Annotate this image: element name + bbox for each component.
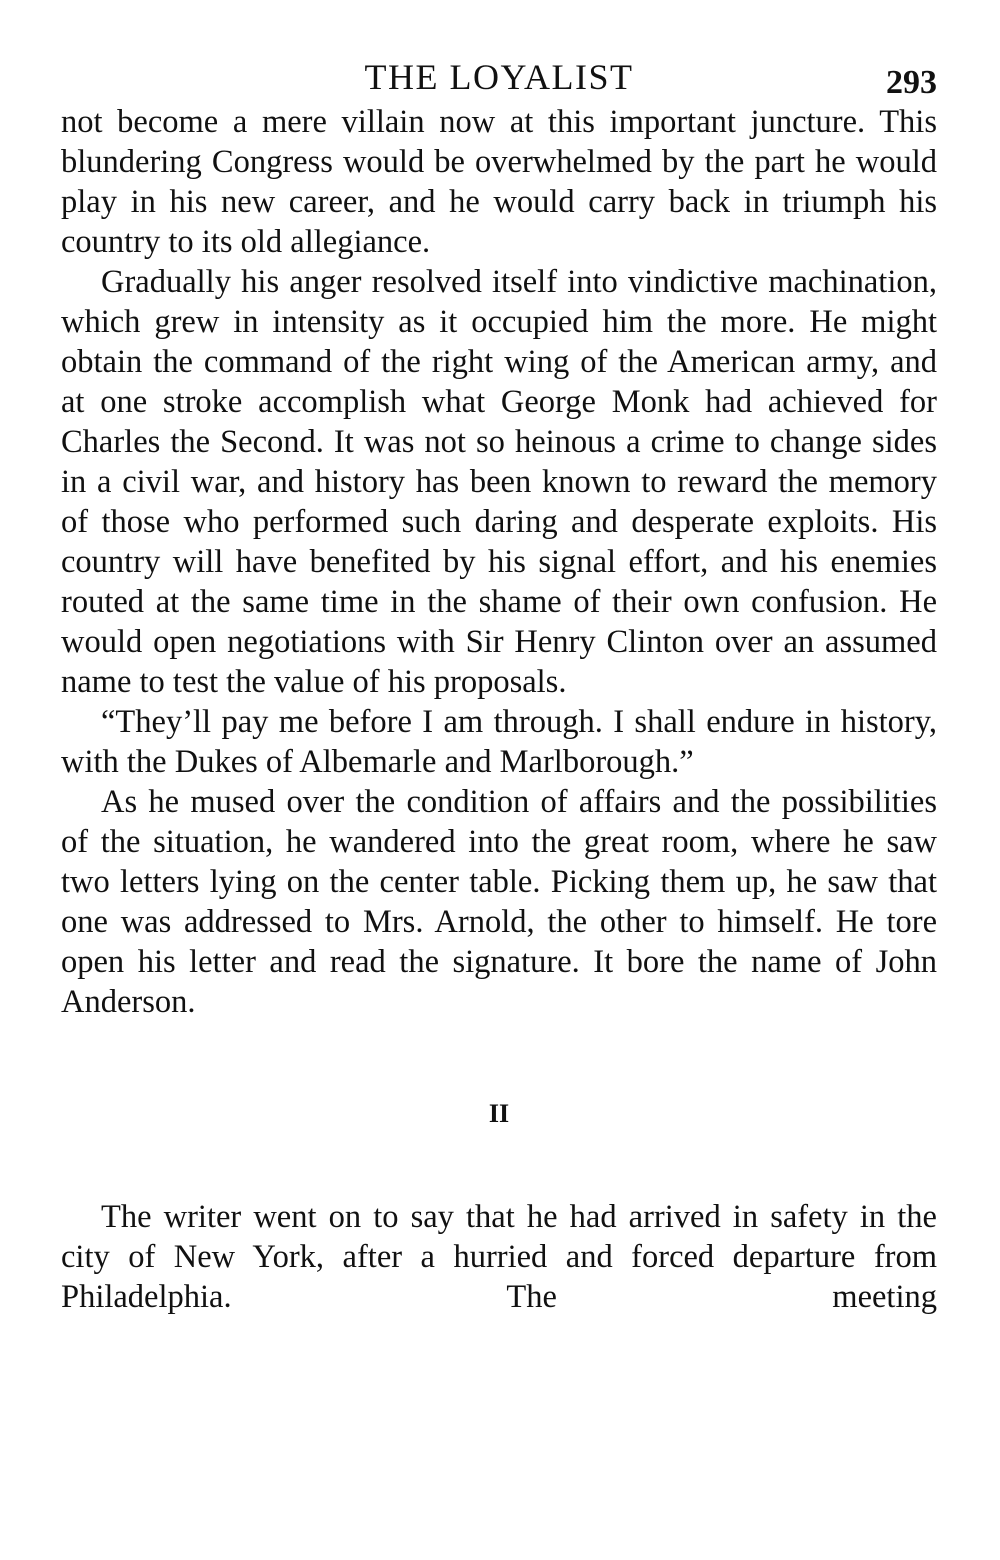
section-body [61,1197,937,1317]
body-text [61,102,937,1022]
book-page [61,52,937,1317]
section-opening-paragraph: The writer went on to say that he had arrived in safety in the city of New York, after a hurried and forced departure from Philadelphia. The meeting [61,1199,937,1315]
page-number: 293 [886,64,937,101]
paragraph: As he mused over the condition of affairs and the possibilities of the situation, he wandered into the great room, where he saw two letters lying on the center table. Picking them up, he saw that one was addressed to Mrs. Arnold, the other to himself. He tore open his letter and read the signature. It bore the name of John Anderson. [61,784,937,1020]
section-numeral: II [488,1099,510,1128]
section-break [61,1022,937,1197]
running-title: THE LOYALIST [364,57,634,97]
running-head [61,52,937,102]
paragraph: Gradually his anger resolved itself into vindictive machination, which grew in intensity as it occupied him the more. He might obtain the command of the right wing of the American army, and at one stroke accomplish what George Monk had achieved for Charles the Second. It was not so heinous a crime to change sides in a civil war, and history has been known to reward the memory of those who performed such daring and desperate exploits. His country will have benefited by his signal effort, and his enemies routed at the same time in the shame of their own confusion. He would open negotiations with Sir Henry Clinton over an assumed name to test the value of his proposals. [61,264,937,700]
paragraph-continued: not become a mere villain now at this important juncture. This blundering Congress would be overwhelmed by the part he would play in his new career, and he would carry back in triumph his country to its old allegiance. [61,104,937,260]
paragraph-quote: “They’ll pay me before I am through. I shall endure in history, with the Dukes of Albemarle and Marlborough.” [61,704,937,780]
